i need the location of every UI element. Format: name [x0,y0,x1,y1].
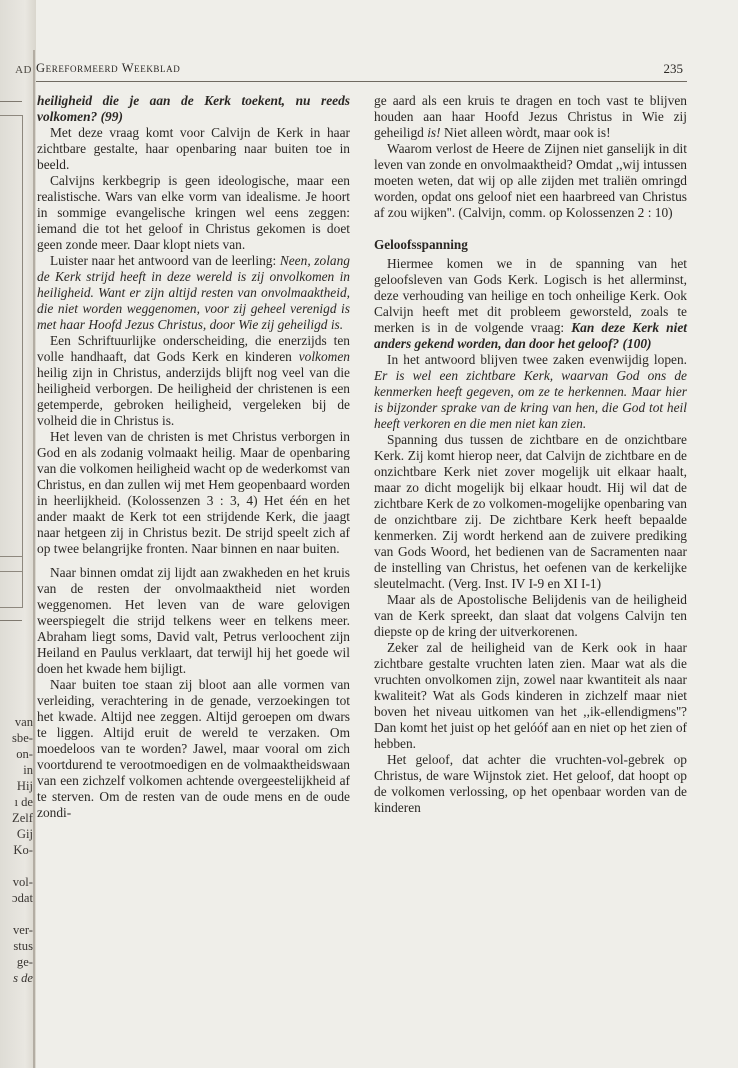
gutter-word: in [23,763,33,777]
gutter-word: ı de [14,795,33,809]
publication-title: Gereformeerd Weekblad [36,61,181,75]
gutter-word: on- [16,747,33,761]
paragraph: In het antwoord blijven twee zaken evenwijdig lopen. Er is wel een zichtbare Kerk, waarvan God ons de kenmerken heeft gegeven, om ze te herkennen. Maar hier is bijzonder sprake van de kring van hen, die God tot heil heeft verkoren en die men niet kan zien. [374,352,687,431]
header-rule [36,81,687,82]
gutter-frame [0,115,23,572]
paragraph: Een Schriftuurlijke onderscheiding, die enerzijds ten volle handhaaft, dat Gods Kerk en kinderen volkomen heilig zijn in Christus, anderzijds blijft nog veel van die heiligheid verborgen. De heiligheid der christenen is een getemperde, gebroken heiligheid, vergeleken bij de volheid die in Christus is. [37,333,350,428]
previous-page-gutter [0,0,36,1068]
section-heading: Geloofsspanning [374,237,468,252]
gutter-word: sbe- [12,731,33,745]
page-fold-line [33,50,35,1068]
paragraph: Het leven van de christen is met Christus verborgen in God en als zodanig volmaakt heilig. Maar de openbaring van die volkomen heiligheid wacht op de wederkomst van Christus, en dan zullen wij met Hem geopenbaard worden in heerlijkheid. (Kolossenzen 3 : 3, 4) Het één en het ander maakt de Kerk tot een strijdende Kerk, die jaagt naar hetgeen zij in Christus bezit. De strijd speelt zich af op twee belangrijke fronten. Naar binnen en naar buiten. [37,429,350,556]
paragraph: Het geloof, dat achter die vruchten-vol-gebrek op Christus, de ware Wijnstok ziet. Het geloof, dat hoopt op de volkomen verlossing, op het openbaar worden van de kinderen [374,752,687,815]
catechism-question: Kan deze Kerk niet anders gekend worden, dan door het geloof? (100) [374,320,687,351]
gutter-word: ɔdat [12,891,33,905]
running-head [36,61,686,81]
gutter-word: Zelf [12,811,33,825]
gutter-word: Ko- [13,843,33,857]
gutter-word: Hij [16,779,33,793]
right-column [374,93,687,816]
paragraph: Calvijns kerkbegrip is geen ideologische, maar een realistische. Wars van elke vorm van idealisme. Je hoort in sommige evangelische kringen wel eens zeggen: iemand die tot het geloof in Christus gekomen is doet geen zonde meer. Daar klopt niets van. [37,173,350,252]
catechism-answer: Neen, zolang de Kerk strijd heeft in deze wereld is zij onvolkomen in heiligheid. Want er zijn altijd resten van onvolmaaktheid, die niet worden weggenomen, voor zij geheel verenigd is met haar Hoofd Jezus Christus, door Wie zij geheiligd is. [37,253,350,332]
gutter-rule [0,101,22,102]
catechism-answer: Er is wel een zichtbare Kerk, waarvan God ons de kenmerken heeft gegeven, om ze te herkennen. Maar hier is bijzonder sprake van de kring van hen, die God tot heil heeft verkoren en die men niet kan zien. [374,368,687,431]
paragraph: ge aard als een kruis te dragen en toch vast te blijven houden aan haar Hoofd Jezus Christus in Wie zij geheiligd is! Niet alleen wòrdt, maar ook is! [374,93,687,140]
gutter-word: ge- [16,955,33,969]
paragraph: Naar buiten toe staan zij bloot aan alle vormen van verleiding, verachtering in de genade, verzoekingen tot het kwade. Altijd nee zeggen. Altijd geroepen om dwars te liggen. Altijd eruit de wereld te verzaken. Om moedeloos van te worden? Jawel, maar vooral om zich voortdurend te verootmoedigen en de volmaaktheidswaan van een zichzelf volkomen achtende overgeestelijkheid af te sterven. Om de resten van de oude mens en de oude zondi- [37,677,350,820]
paragraph: Zeker zal de heiligheid van de Kerk ook in haar zichtbare gestalte vruchten laten zien. Maar wat als die vruchten onvolkomen zijn, zowel naar kwantiteit als naar kwaliteit? Wat als Gods kinderen in zichzelf maar niet boven het niveau uitkomen van het ,,ik-ellendigmens''? Dan komt het juist op het gelóóf aan en niet op het zien of hebben. [374,640,687,751]
paragraph: Maar als de Apostolische Belijdenis van de heiligheid van de Kerk spreekt, dan slaat dat volgens Calvijn ten diepste op de kring der uitverkorenen. [374,592,687,639]
page-number: 235 [663,61,683,76]
paragraph: Luister naar het antwoord van de leerling: Neen, zolang de Kerk strijd heeft in deze wereld is zij onvolkomen in heiligheid. Want er zijn altijd resten van onvolmaaktheid, die niet worden weggenomen, voor zij geheel verenigd is met haar Hoofd Jezus Christus, door Wie zij geheiligd is. [37,253,350,332]
left-column [37,93,350,821]
question-continuation: heiligheid die je aan de Kerk toekent, nu reeds volkomen? (99) [37,93,350,124]
paragraph: Hiermee komen we in de spanning van het geloofsleven van Gods Kerk. Logisch is het allerminst, deze verhouding van heilige en toch onheilige Kerk. Ook Calvijn heeft met dit probleem geworsteld, zoals te merken is in de volgende vraag: Kan deze Kerk niet anders gekend worden, dan door het geloof? (100) [374,256,687,351]
gutter-word: vol- [12,875,33,889]
gutter-running-head: AD [15,64,32,76]
gutter-word: s de [13,971,33,985]
paragraph: Naar binnen omdat zij lijdt aan zwakheden en het kruis van de resten der onvolmaaktheid niet worden weggenomen. Het leven van de ware gelovigen weerspiegelt die strijd telkens weer en telkens meer. Abraham liegt soms, David valt, Petrus verloochent zijn Heiland en Paulus verklaart, dat terwijl hij het goede wil doen het kwade hem bijligt. [37,565,350,676]
paragraph: Waarom verlost de Heere de Zijnen niet ganselijk in dit leven van zonde en onvolmaaktheid? Omdat ,,wij intussen moeten weten, dat wij op alle zijden met traliën omringd worden, opdat ons geloof niet een haarbreed van Christus af zou wijken''. (Calvijn, comm. op Kolossenzen 2 : 10) [374,141,687,220]
gutter-word: Gij [16,827,33,841]
gutter-rule [0,620,22,621]
gutter-word: ver- [12,923,33,937]
gutter-word: van [14,715,33,729]
paragraph: Spanning dus tussen de zichtbare en de onzichtbare Kerk. Zij komt hierop neer, dat Calvijn de zichtbare en de onzichtbare Kerk niet zover mogelijk uit elkaar haalt, maar zo dicht mogelijk bij elkaar houdt. Hij wil dat de zichtbare Kerk de zo volkomen-mogelijke openbaring van de onzichtbare zij. De zichtbare Kerk heeft bepaalde kenmerken. Zij wordt herkend aan de zuivere prediking van Gods Woord, het bedienen van de Sacramenten naar de instelling van Christus, het oefenen van de kerkelijke sleutelmacht. (Verg. Inst. IV I-9 en XI I-1) [374,432,687,591]
gutter-word: stus [13,939,33,953]
gutter-frame [0,556,23,608]
paragraph: Met deze vraag komt voor Calvijn de Kerk in haar zichtbare gestalte, haar openbaring naar buiten toe in beeld. [37,125,350,172]
